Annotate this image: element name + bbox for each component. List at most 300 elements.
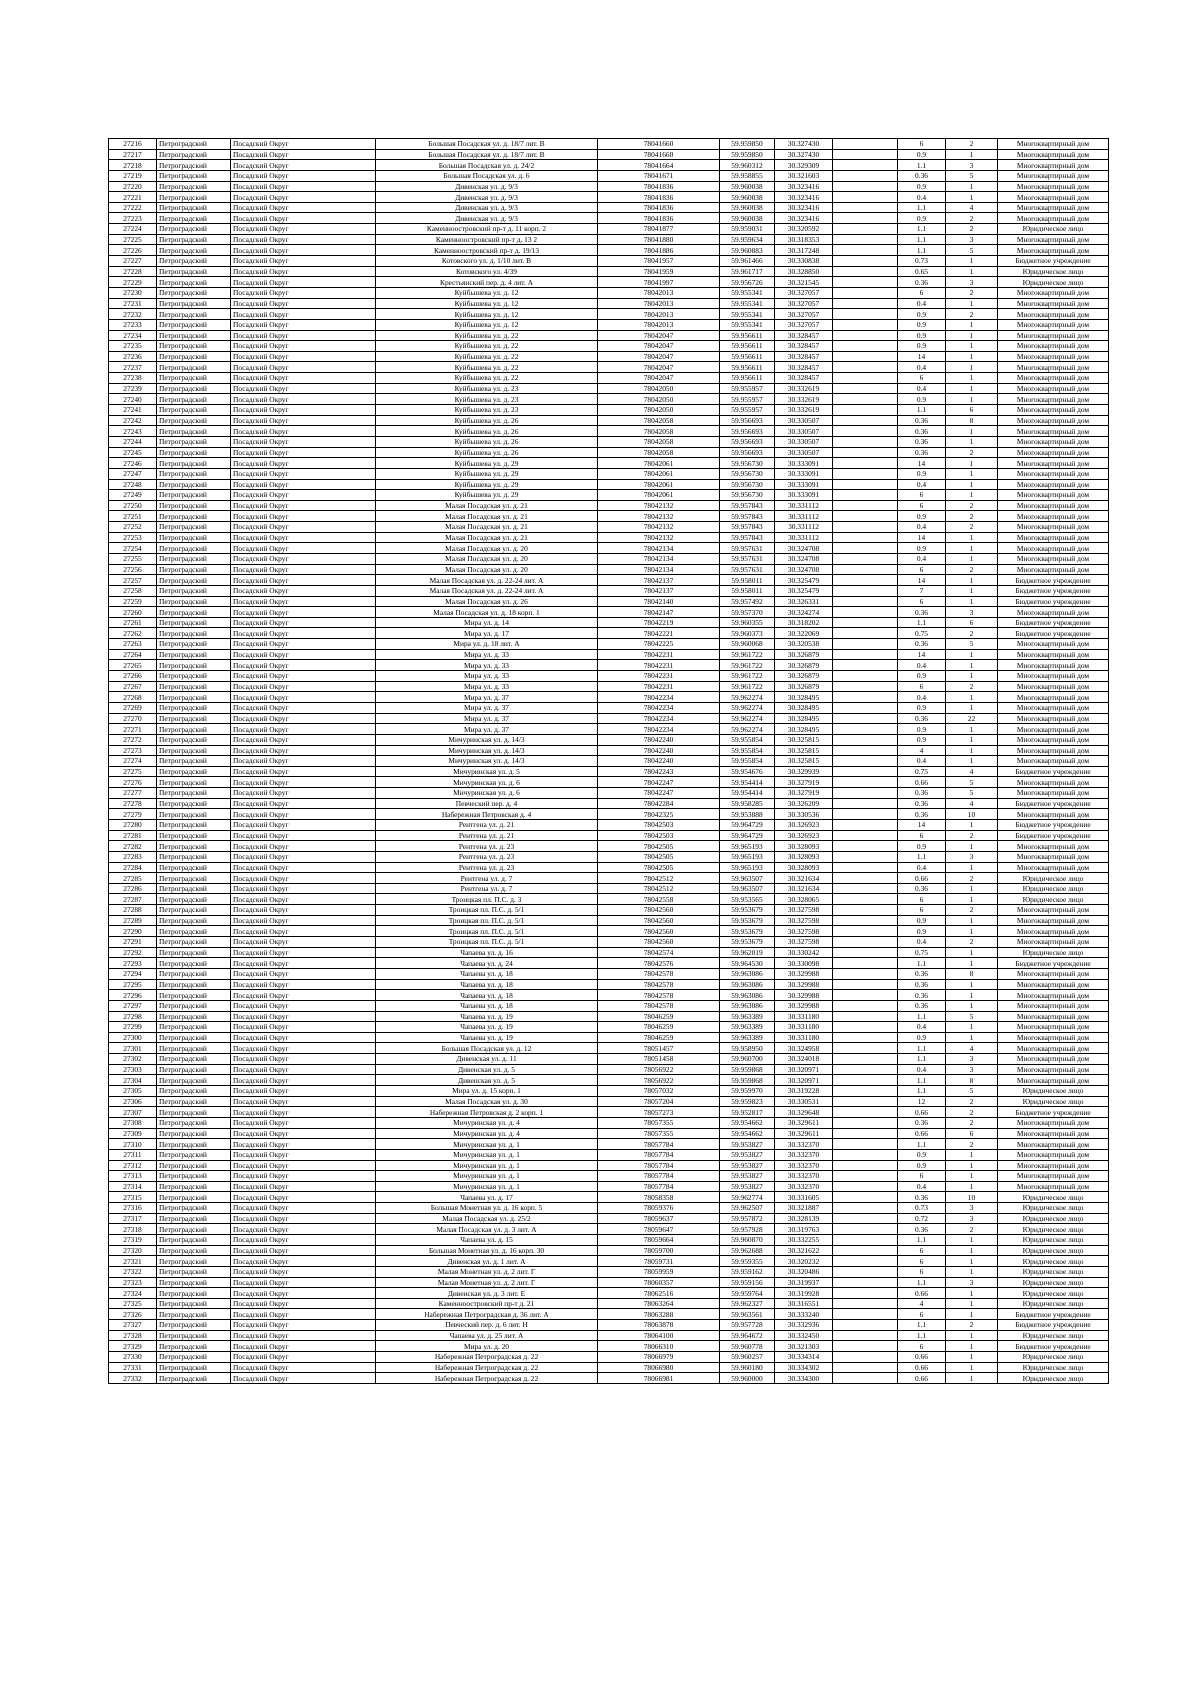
type-cell: Многоквартирный дом [998,553,1109,564]
type-cell: Многоквартирный дом [998,468,1109,479]
lon-cell: 30.327057 [775,309,833,320]
code-cell: 78042231 [598,660,720,671]
lon-cell: 30.332450 [775,1330,833,1341]
lat-cell: 59.958011 [720,585,775,596]
area-cell: 0.36 [898,170,946,181]
lat-cell: 59.965193 [720,841,775,852]
okrug-cell: Посадский Округ [231,724,376,735]
okrug-cell: Посадский Округ [231,745,376,756]
count-cell: 1 [946,1160,998,1171]
district-cell: Петроградский [157,628,231,639]
type-cell: Многоквартирный дом [998,745,1109,756]
table-row [109,894,1109,905]
code-cell: 78059376 [598,1203,720,1214]
table-row [109,468,1109,479]
area-cell: 1.1 [898,1086,946,1097]
okrug-cell: Посадский Округ [231,820,376,831]
address-cell: Малая Посадская ул. д. 22-24 лит. А [376,585,598,596]
lat-cell: 59.962274 [720,713,775,724]
row-id-cell: 27263 [109,639,157,650]
row-id-cell: 27323 [109,1277,157,1288]
count-cell: 1 [946,947,998,958]
spacer-cell [833,702,898,713]
okrug-cell: Посадский Округ [231,905,376,916]
area-cell: 6 [898,894,946,905]
district-cell: Петроградский [157,724,231,735]
address-cell: Малая Монетная ул. д. 2 лит. Г [376,1277,598,1288]
spacer-cell [833,1064,898,1075]
okrug-cell: Посадский Округ [231,639,376,650]
spacer-cell [833,287,898,298]
spacer-cell [833,575,898,586]
row-id-cell: 27237 [109,362,157,373]
district-cell: Петроградский [157,639,231,650]
type-cell: Многоквартирный дом [998,990,1109,1001]
lon-cell: 30.327598 [775,915,833,926]
address-cell: Малая Посадская ул. д. 20 [376,553,598,564]
code-cell: 78042132 [598,511,720,522]
row-id-cell: 27270 [109,713,157,724]
table-row [109,702,1109,713]
okrug-cell: Посадский Округ [231,330,376,341]
table-row [109,681,1109,692]
code-cell: 78042013 [598,287,720,298]
lon-cell: 30.323416 [775,192,833,203]
area-cell: 0.9 [898,394,946,405]
code-cell: 78042574 [598,947,720,958]
table-row [109,447,1109,458]
area-cell: 0.9 [898,511,946,522]
area-cell: 0.4 [898,553,946,564]
area-cell: 0.9 [898,734,946,745]
area-cell: 12 [898,1096,946,1107]
spacer-cell [833,1011,898,1022]
area-cell: 0.36 [898,990,946,1001]
district-cell: Петроградский [157,436,231,447]
count-cell: 2 [946,937,998,948]
code-cell: 78042047 [598,341,720,352]
lat-cell: 59.955957 [720,394,775,405]
district-cell: Петроградский [157,309,231,320]
area-cell: 6 [898,1309,946,1320]
table-row [109,628,1109,639]
count-cell: 1 [946,490,998,501]
spacer-cell [833,394,898,405]
lon-cell: 30.327430 [775,139,833,150]
okrug-cell: Посадский Округ [231,383,376,394]
count-cell: 1 [946,394,998,405]
lat-cell: 59.962274 [720,692,775,703]
type-cell: Многоквартирный дом [998,298,1109,309]
count-cell: 1 [946,458,998,469]
spacer-cell [833,234,898,245]
row-id-cell: 27328 [109,1330,157,1341]
count-cell: 2 [946,1096,998,1107]
type-cell: Многоквартирный дом [998,373,1109,384]
spacer-cell [833,532,898,543]
address-cell: Куйбышева ул. д. 26 [376,426,598,437]
lon-cell: 30.332936 [775,1320,833,1331]
table-row [109,1160,1109,1171]
table-row [109,181,1109,192]
district-cell: Петроградский [157,149,231,160]
okrug-cell: Посадский Округ [231,926,376,937]
district-cell: Петроградский [157,649,231,660]
lat-cell: 59.962327 [720,1298,775,1309]
lon-cell: 30.329988 [775,1000,833,1011]
address-cell: Дивенская ул. д. 9/3 [376,192,598,203]
area-cell: 1.1 [898,617,946,628]
table-row [109,298,1109,309]
count-cell: 1 [946,1373,998,1384]
table-row [109,862,1109,873]
okrug-cell: Посадский Округ [231,1181,376,1192]
area-cell: 1.1 [898,1330,946,1341]
district-cell: Петроградский [157,905,231,916]
type-cell: Многоквартирный дом [998,979,1109,990]
district-cell: Петроградский [157,160,231,171]
district-cell: Петроградский [157,1022,231,1033]
okrug-cell: Посадский Округ [231,468,376,479]
area-cell: 0.36 [898,979,946,990]
area-cell: 14 [898,820,946,831]
type-cell: Бюджетное учреждение [998,256,1109,267]
table-row [109,213,1109,224]
type-cell: Многоквартирный дом [998,202,1109,213]
address-cell: Мичуринская ул. д. 4 [376,1117,598,1128]
count-cell: 1 [946,820,998,831]
code-cell: 78042560 [598,937,720,948]
lat-cell: 59.956726 [720,277,775,288]
row-id-cell: 27262 [109,628,157,639]
row-id-cell: 27322 [109,1266,157,1277]
code-cell: 78059664 [598,1234,720,1245]
code-cell: 78042140 [598,596,720,607]
spacer-cell [833,1139,898,1150]
district-cell: Петроградский [157,607,231,618]
district-cell: Петроградский [157,1298,231,1309]
okrug-cell: Посадский Округ [231,1160,376,1171]
lat-cell: 59.955854 [720,734,775,745]
code-cell: 78042240 [598,734,720,745]
type-cell: Бюджетное учреждение [998,820,1109,831]
table-row [109,756,1109,767]
district-cell: Петроградский [157,798,231,809]
address-cell: Мира ул. д. 33 [376,681,598,692]
type-cell: Бюджетное учреждение [998,958,1109,969]
district-cell: Петроградский [157,266,231,277]
lat-cell: 59.954662 [720,1128,775,1139]
lon-cell: 30.320592 [775,224,833,235]
address-cell: Чапаева ул. д. 18 [376,979,598,990]
table-row [109,607,1109,618]
lon-cell: 30.329611 [775,1128,833,1139]
okrug-cell: Посадский Округ [231,894,376,905]
row-id-cell: 27278 [109,798,157,809]
table-row [109,1032,1109,1043]
district-cell: Петроградский [157,256,231,267]
area-cell: 0.9 [898,149,946,160]
code-cell: 78057784 [598,1149,720,1160]
district-cell: Петроградский [157,1341,231,1352]
address-cell: Мичуринская ул. д. 14/3 [376,745,598,756]
count-cell: 1 [946,330,998,341]
address-cell: Малая Посадская ул. д. 21 [376,532,598,543]
lat-cell: 59.959970 [720,1086,775,1097]
address-cell: Чапаева ул. д. 25 лит. А [376,1330,598,1341]
code-cell: 78042047 [598,351,720,362]
lon-cell: 30.330242 [775,947,833,958]
district-cell: Петроградский [157,383,231,394]
code-cell: 78057784 [598,1171,720,1182]
table-row [109,649,1109,660]
count-cell: 1 [946,1341,998,1352]
address-cell: Малая Посадская ул. д. 20 [376,543,598,554]
type-cell: Многоквартирный дом [998,447,1109,458]
lat-cell: 59.965193 [720,851,775,862]
okrug-cell: Посадский Округ [231,660,376,671]
lat-cell: 59.953679 [720,926,775,937]
count-cell: 1 [946,373,998,384]
code-cell: 78042231 [598,681,720,692]
lat-cell: 59.961722 [720,681,775,692]
row-id-cell: 27289 [109,915,157,926]
spacer-cell [833,405,898,416]
table-row [109,341,1109,352]
lon-cell: 30.324708 [775,543,833,554]
count-cell: 1 [946,883,998,894]
okrug-cell: Посадский Округ [231,405,376,416]
lat-cell: 59.959823 [720,1096,775,1107]
count-cell: 1 [946,532,998,543]
count-cell: 1 [946,756,998,767]
lat-cell: 59.960312 [720,160,775,171]
type-cell: Бюджетное учреждение [998,596,1109,607]
code-cell: 78051458 [598,1054,720,1065]
count-cell: 1 [946,553,998,564]
code-cell: 78063878 [598,1320,720,1331]
spacer-cell [833,458,898,469]
area-cell: 6 [898,500,946,511]
address-cell: Рентгена ул. д. 23 [376,851,598,862]
row-id-cell: 27288 [109,905,157,916]
spacer-cell [833,1086,898,1097]
table-row [109,479,1109,490]
district-cell: Петроградский [157,1234,231,1245]
count-cell: 3 [946,1203,998,1214]
row-id-cell: 27264 [109,649,157,660]
lat-cell: 59.953888 [720,809,775,820]
lat-cell: 59.958950 [720,1043,775,1054]
district-cell: Петроградский [157,170,231,181]
address-cell: Набережная Петровская д. 4 [376,809,598,820]
area-cell: 6 [898,1245,946,1256]
lat-cell: 59.963507 [720,873,775,884]
type-cell: Многоквартирный дом [998,671,1109,682]
okrug-cell: Посадский Округ [231,458,376,469]
lat-cell: 59.956611 [720,330,775,341]
spacer-cell [833,373,898,384]
code-cell: 78042512 [598,883,720,894]
code-cell: 78041997 [598,277,720,288]
table-row [109,1288,1109,1299]
okrug-cell: Посадский Округ [231,266,376,277]
area-cell: 0.36 [898,1224,946,1235]
lat-cell: 59.957631 [720,543,775,554]
district-cell: Петроградский [157,1128,231,1139]
type-cell: Многоквартирный дом [998,532,1109,543]
spacer-cell [833,671,898,682]
type-cell: Юридическое лицо [998,277,1109,288]
count-cell: 1 [946,745,998,756]
address-cell: Мичуринская ул. д. 1 [376,1160,598,1171]
area-cell: 6 [898,139,946,150]
address-cell: Куйбышева ул. д. 23 [376,383,598,394]
district-cell: Петроградский [157,1352,231,1363]
type-cell: Бюджетное учреждение [998,830,1109,841]
table-row [109,170,1109,181]
type-cell: Многоквартирный дом [998,937,1109,948]
row-id-cell: 27306 [109,1096,157,1107]
table-row [109,947,1109,958]
lat-cell: 59.953827 [720,1181,775,1192]
type-cell: Многоквартирный дом [998,1064,1109,1075]
district-cell: Петроградский [157,213,231,224]
area-cell: 14 [898,575,946,586]
district-cell: Петроградский [157,1149,231,1160]
area-cell: 0.36 [898,1000,946,1011]
area-cell: 0.9 [898,1160,946,1171]
lat-cell: 59.957728 [720,1320,775,1331]
lat-cell: 59.960355 [720,617,775,628]
spacer-cell [833,1096,898,1107]
count-cell: 1 [946,1000,998,1011]
address-cell: Дивенская ул. д. 1 лит. А [376,1256,598,1267]
lon-cell: 30.325479 [775,575,833,586]
table-row [109,160,1109,171]
lat-cell: 59.958285 [720,798,775,809]
area-cell: 1.1 [898,1011,946,1022]
code-cell: 78042231 [598,671,720,682]
type-cell: Юридическое лицо [998,1192,1109,1203]
code-cell: 78042505 [598,862,720,873]
okrug-cell: Посадский Округ [231,436,376,447]
type-cell: Многоквартирный дом [998,851,1109,862]
count-cell: 1 [946,1256,998,1267]
lat-cell: 59.963086 [720,968,775,979]
lon-cell: 30.328495 [775,713,833,724]
okrug-cell: Посадский Округ [231,543,376,554]
address-cell: Мира ул. д. 33 [376,649,598,660]
lon-cell: 30.330838 [775,256,833,267]
table-row [109,1245,1109,1256]
area-cell: 14 [898,649,946,660]
code-cell: 78041664 [598,160,720,171]
type-cell: Многоквартирный дом [998,1149,1109,1160]
district-cell: Петроградский [157,1330,231,1341]
area-cell: 0.36 [898,415,946,426]
area-cell: 0.75 [898,766,946,777]
area-cell: 0.4 [898,298,946,309]
table-row [109,873,1109,884]
address-cell: Мира ул. д. 20 [376,1341,598,1352]
spacer-cell [833,958,898,969]
spacer-cell [833,798,898,809]
lat-cell: 59.962688 [720,1245,775,1256]
code-cell: 78042147 [598,607,720,618]
lon-cell: 30.327598 [775,905,833,916]
district-cell: Петроградский [157,500,231,511]
spacer-cell [833,170,898,181]
lat-cell: 59.959156 [720,1277,775,1288]
lon-cell: 30.328457 [775,341,833,352]
code-cell: 78042013 [598,298,720,309]
lat-cell: 59.963389 [720,1011,775,1022]
table-row [109,692,1109,703]
district-cell: Петроградский [157,522,231,533]
row-id-cell: 27330 [109,1352,157,1363]
lon-cell: 30.329611 [775,1117,833,1128]
lon-cell: 30.329988 [775,990,833,1001]
count-cell: 1 [946,351,998,362]
address-cell: Мира ул. д. 37 [376,713,598,724]
okrug-cell: Посадский Округ [231,1128,376,1139]
spacer-cell [833,1245,898,1256]
table-row [109,1149,1109,1160]
table-row [109,149,1109,160]
type-cell: Многоквартирный дом [998,1032,1109,1043]
lon-cell: 30.321887 [775,1203,833,1214]
code-cell: 78059731 [598,1256,720,1267]
address-cell: Большая Посадская ул. д. 18/7 лит. В [376,149,598,160]
type-cell: Бюджетное учреждение [998,766,1109,777]
address-cell: Чапаева ул. д. 15 [376,1234,598,1245]
type-cell: Многоквартирный дом [998,1171,1109,1182]
district-cell: Петроградский [157,1224,231,1235]
spacer-cell [833,266,898,277]
address-cell: Дивенская ул. д. 9/3 [376,181,598,192]
row-id-cell: 27301 [109,1043,157,1054]
table-row [109,734,1109,745]
address-cell: Троицкая пл. П.С. д. 3 [376,894,598,905]
okrug-cell: Посадский Округ [231,1096,376,1107]
address-cell: Большая Посадская ул. д. 24/2 [376,160,598,171]
lat-cell: 59.962774 [720,1192,775,1203]
type-cell: Многоквартирный дом [998,287,1109,298]
row-id-cell: 27327 [109,1320,157,1331]
type-cell: Юридическое лицо [998,883,1109,894]
type-cell: Многоквартирный дом [998,522,1109,533]
table-row [109,1064,1109,1075]
area-cell: 1.1 [898,160,946,171]
type-cell: Многоквартирный дом [998,490,1109,501]
count-cell: 8 [946,1075,998,1086]
address-cell: Мичуринская ул. д. 1 [376,1181,598,1192]
table-row [109,511,1109,522]
lon-cell: 30.324018 [775,1054,833,1065]
address-cell: Набережная Петроградская д. 22 [376,1362,598,1373]
area-cell: 0.9 [898,330,946,341]
okrug-cell: Посадский Округ [231,1117,376,1128]
address-cell: Мичуринская ул. д. 1 [376,1149,598,1160]
count-cell: 1 [946,894,998,905]
okrug-cell: Посадский Округ [231,224,376,235]
district-cell: Петроградский [157,362,231,373]
count-cell: 4 [946,766,998,777]
district-cell: Петроградский [157,766,231,777]
lat-cell: 59.955341 [720,287,775,298]
lon-cell: 30.327919 [775,788,833,799]
